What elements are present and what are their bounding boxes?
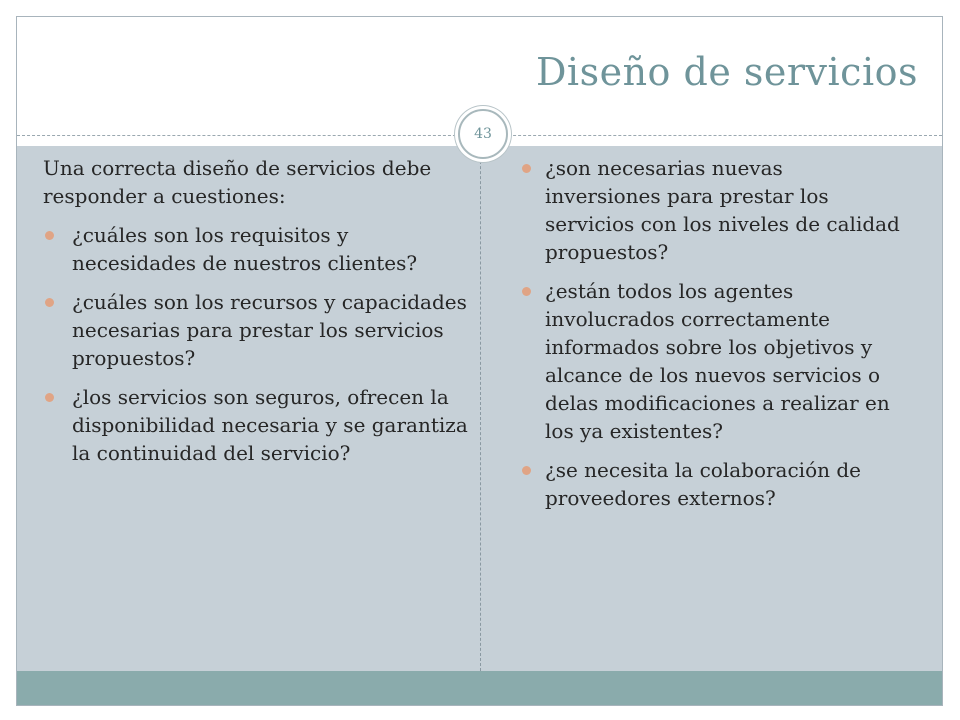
list-item [520,154,900,266]
right-bullet-list [520,154,900,512]
bullet-dot-icon [45,393,54,402]
page-number-badge [458,109,508,159]
list-item [43,221,473,277]
right-column [520,154,900,523]
list-item [520,277,900,445]
left-column [43,154,473,478]
bullet-dot-icon [522,287,531,296]
slide-title: Diseño de servicios [535,50,918,94]
list-item-text: ¿son necesarias nuevas inversiones para prestar los servicios con los niveles de calidad propuestos? [545,156,900,264]
list-item-text: ¿cuáles son los requisitos y necesidades de nuestros clientes? [72,223,418,275]
bullet-dot-icon [45,298,54,307]
list-item [520,456,900,512]
column-divider [480,146,481,671]
bullet-dot-icon [522,164,531,173]
footer-band [17,671,942,705]
left-bullet-list [43,221,473,467]
bullet-dot-icon [522,466,531,475]
bullet-dot-icon [45,231,54,240]
list-item-text: ¿cuáles son los recursos y capacidades necesarias para prestar los servicios propuestos? [72,290,467,370]
list-item [43,383,473,467]
list-item-text: ¿los servicios son seguros, ofrecen la disponibilidad necesaria y se garantiza la continuidad del servicio? [72,385,468,465]
list-item [43,288,473,372]
list-item-text: ¿se necesita la colaboración de proveedores externos? [545,458,861,510]
left-intro-text: Una correcta diseño de servicios debe responder a cuestiones: [43,156,432,208]
list-item-text: ¿están todos los agentes involucrados correctamente informados sobre los objetivos y alcance de los nuevos servicios o delas modificaciones a realizar en los ya existentes? [545,279,890,443]
page-number: 43 [474,126,492,142]
slide [16,16,943,706]
